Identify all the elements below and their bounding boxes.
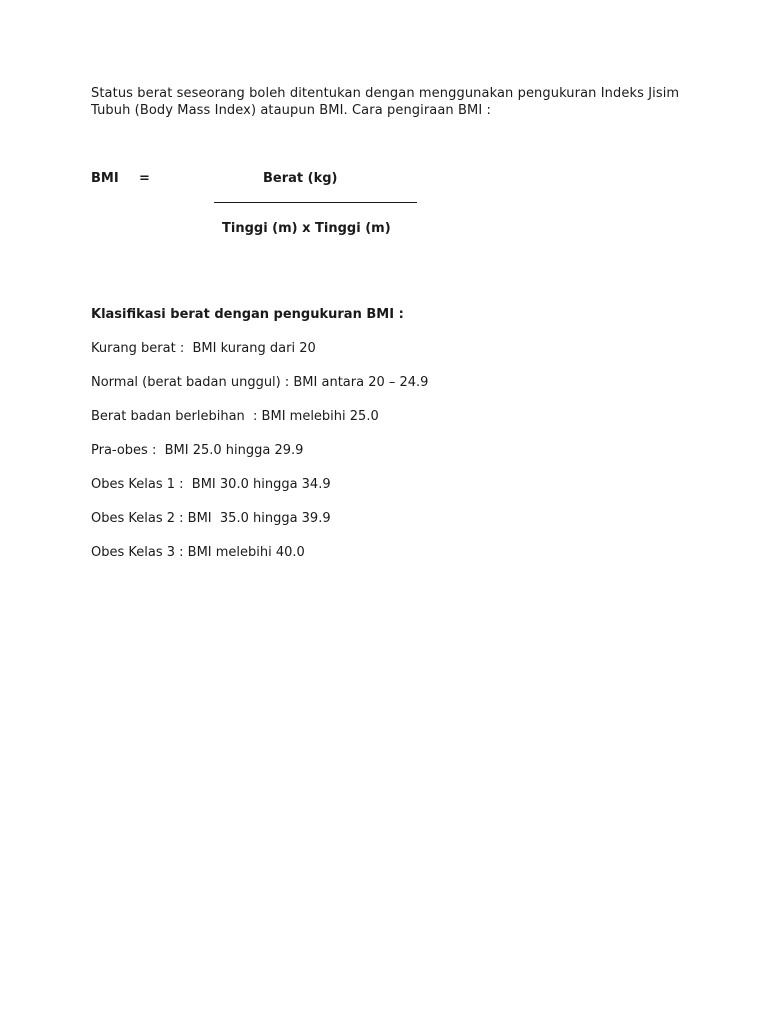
classification-heading: Klasifikasi berat dengan pengukuran BMI : [91, 307, 404, 322]
classification-item: Berat badan berlebihan : BMI melebihi 25.0 [91, 409, 379, 424]
intro-line: Status berat seseorang boleh ditentukan dengan menggunakan pengukuran Indeks Jisim [91, 86, 680, 101]
formula-numerator: Berat (kg) [263, 171, 338, 186]
formula-denominator: Tinggi (m) x Tinggi (m) [222, 221, 391, 236]
classification-item: Obes Kelas 3 : BMI melebihi 40.0 [91, 545, 305, 560]
classification-item: Obes Kelas 2 : BMI 35.0 hingga 39.9 [91, 511, 331, 526]
fraction-line [214, 202, 417, 203]
classification-item: Obes Kelas 1 : BMI 30.0 hingga 34.9 [91, 477, 331, 492]
intro-line: Tubuh (Body Mass Index) ataupun BMI. Cara pengiraan BMI : [91, 103, 491, 118]
classification-list [91, 340, 428, 578]
formula-equals-sign: = [139, 171, 150, 186]
classification-item: Normal (berat badan unggul) : BMI antara 20 – 24.9 [91, 375, 429, 390]
intro-paragraph [91, 85, 691, 119]
formula-label: BMI [91, 171, 119, 186]
classification-item: Pra-obes : BMI 25.0 hingga 29.9 [91, 443, 304, 458]
classification-item: Kurang berat : BMI kurang dari 20 [91, 341, 316, 356]
